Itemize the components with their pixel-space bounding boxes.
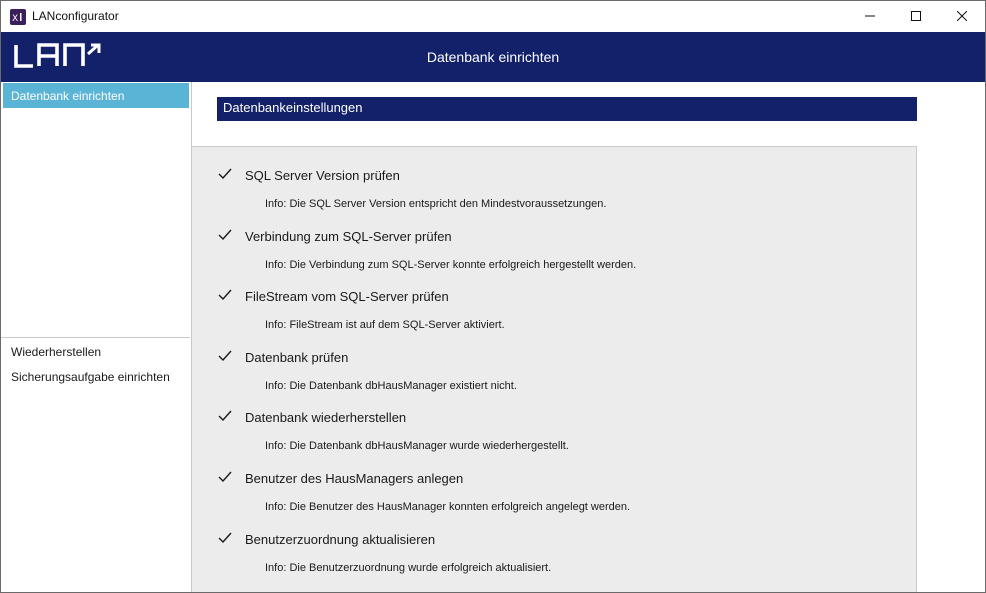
step-item (192, 336, 916, 396)
check-icon (218, 229, 232, 241)
check-icon (218, 471, 232, 483)
step-title: Datenbank wiederherstellen (245, 410, 407, 425)
step-title: FileStream vom SQL-Server prüfen (245, 289, 449, 304)
check-icon (218, 289, 232, 301)
lan-app-icon (10, 9, 26, 25)
step-info: Info: FileStream ist auf dem SQL-Server aktiviert. (265, 319, 505, 331)
maximize-icon (911, 11, 921, 21)
minimize-icon (865, 11, 875, 21)
close-button[interactable] (939, 1, 985, 32)
step-info: Info: Die Verbindung zum SQL-Server konnte erfolgreich hergestellt werden. (265, 259, 637, 271)
check-icon (218, 532, 232, 544)
svg-text:X: X (12, 14, 19, 24)
step-info: Info: Die Benutzer des HausManager konnten erfolgreich angelegt werden. (265, 501, 631, 513)
check-icon (218, 350, 232, 362)
section-header (217, 97, 917, 121)
step-info: Info: Die Datenbank dbHausManager wurde wiederhergestellt. (265, 440, 569, 452)
close-icon (957, 11, 967, 21)
window-title: LANconfigurator (32, 9, 119, 23)
step-item (192, 457, 916, 517)
step-item (192, 396, 916, 456)
sidebar-item-wiederherstellen[interactable]: Wiederherstellen (11, 345, 102, 359)
step-info: Info: Die Datenbank dbHausManager existiert nicht. (265, 380, 517, 392)
step-title: SQL Server Version prüfen (245, 168, 400, 183)
sidebar-item-label: Datenbank einrichten (11, 89, 125, 103)
step-item (192, 154, 916, 214)
step-item (192, 518, 916, 578)
check-icon (218, 168, 232, 180)
steps-panel (192, 146, 917, 593)
check-icon (218, 410, 232, 422)
step-title: Benutzer des HausManagers anlegen (245, 471, 464, 486)
step-title: Verbindung zum SQL-Server prüfen (245, 229, 452, 244)
minimize-button[interactable] (847, 1, 893, 32)
sidebar (1, 82, 192, 592)
page-title: Datenbank einrichten (426, 49, 560, 65)
maximize-button[interactable] (893, 1, 939, 32)
step-item (192, 275, 916, 335)
step-title: Datenbank prüfen (245, 350, 349, 365)
app-header (1, 32, 985, 82)
step-item (192, 215, 916, 275)
sidebar-item-datenbank-einrichten[interactable] (3, 83, 189, 108)
title-bar[interactable] (1, 1, 985, 32)
step-info: Info: Die Benutzerzuordnung wurde erfolgreich aktualisiert. (265, 562, 552, 574)
step-title: Benutzerzuordnung aktualisieren (245, 532, 436, 547)
step-info: Info: Die SQL Server Version entspricht den Mindestvoraussetzungen. (265, 198, 607, 210)
section-title: Datenbankeinstellungen (223, 100, 363, 115)
sidebar-item-sicherungsaufgabe[interactable]: Sicherungsaufgabe einrichten (11, 370, 170, 384)
sidebar-divider (1, 337, 190, 338)
